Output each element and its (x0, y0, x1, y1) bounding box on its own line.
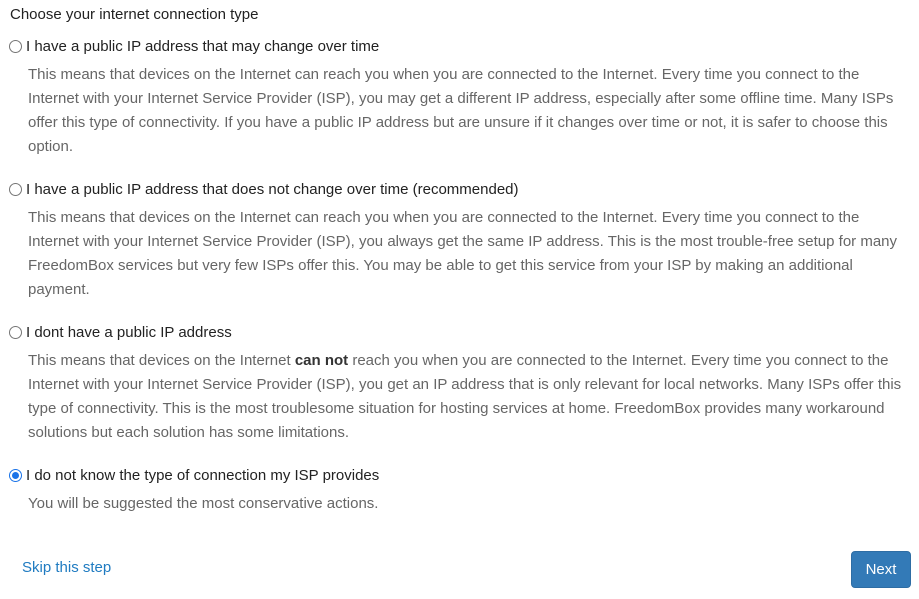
radio-unknown-connection[interactable] (9, 469, 22, 482)
radio-no-public-ip[interactable] (9, 326, 22, 339)
option-unknown-connection (9, 465, 914, 516)
option-unknown-connection-description: You will be suggested the most conservative actions. (28, 495, 379, 512)
next-button[interactable]: Next (851, 551, 911, 588)
option-dynamic-ip-description: This means that devices on the Internet can reach you when you are connected to the Internet. Every time you connect to the Internet with your Internet Service Provider (ISP), you may get a different IP address, especially after some offline time. Many ISPs offer this type of connectivity. If you have a public IP address but are unsure if it changes over time or not, it is safer to choose this option. (28, 66, 894, 155)
option-static-ip (9, 179, 914, 302)
option-no-public-ip-description (28, 349, 914, 445)
page-title: Choose your internet connection type (10, 6, 259, 23)
option-dynamic-ip-label[interactable]: I have a public IP address that may change over time (26, 37, 380, 55)
radio-static-ip[interactable] (9, 183, 22, 196)
option-unknown-connection-row[interactable] (9, 465, 914, 485)
option-no-public-ip (9, 322, 914, 445)
option-static-ip-description: This means that devices on the Internet can reach you when you are connected to the Internet. Every time you connect to the Internet with your Internet Service Provider (ISP), you always get the same IP address. This is the most trouble-free setup for many FreedomBox services but very few ISPs offer this. You may be able to get this service from your ISP by making an additional payment. (28, 209, 898, 298)
option-dynamic-ip (9, 36, 914, 159)
option-no-public-ip-label[interactable]: I dont have a public IP address (26, 323, 232, 341)
option-static-ip-label[interactable]: I have a public IP address that does not change over time (recommended) (26, 180, 519, 198)
description-emphasis: can not (294, 352, 349, 369)
description-text-after: reach you when you are connected to the Internet. Every time you connect to the Internet with your Internet Service Provider (ISP), you get an IP address that is only relevant for local networks. Many ISPs offer this type of connectivity. This is the most troublesome situation for hosting services at home. FreedomBox provides many workaround solutions but each solution has some limitations. (28, 352, 902, 441)
skip-step-link[interactable]: Skip this step (22, 559, 112, 576)
option-no-public-ip-row[interactable] (9, 322, 914, 342)
radio-dynamic-ip[interactable] (9, 40, 22, 53)
option-dynamic-ip-row[interactable] (9, 36, 914, 56)
option-unknown-connection-label[interactable]: I do not know the type of connection my ISP provides (26, 466, 380, 484)
description-text-before: This means that devices on the Internet (28, 352, 295, 369)
option-static-ip-row[interactable] (9, 179, 914, 199)
